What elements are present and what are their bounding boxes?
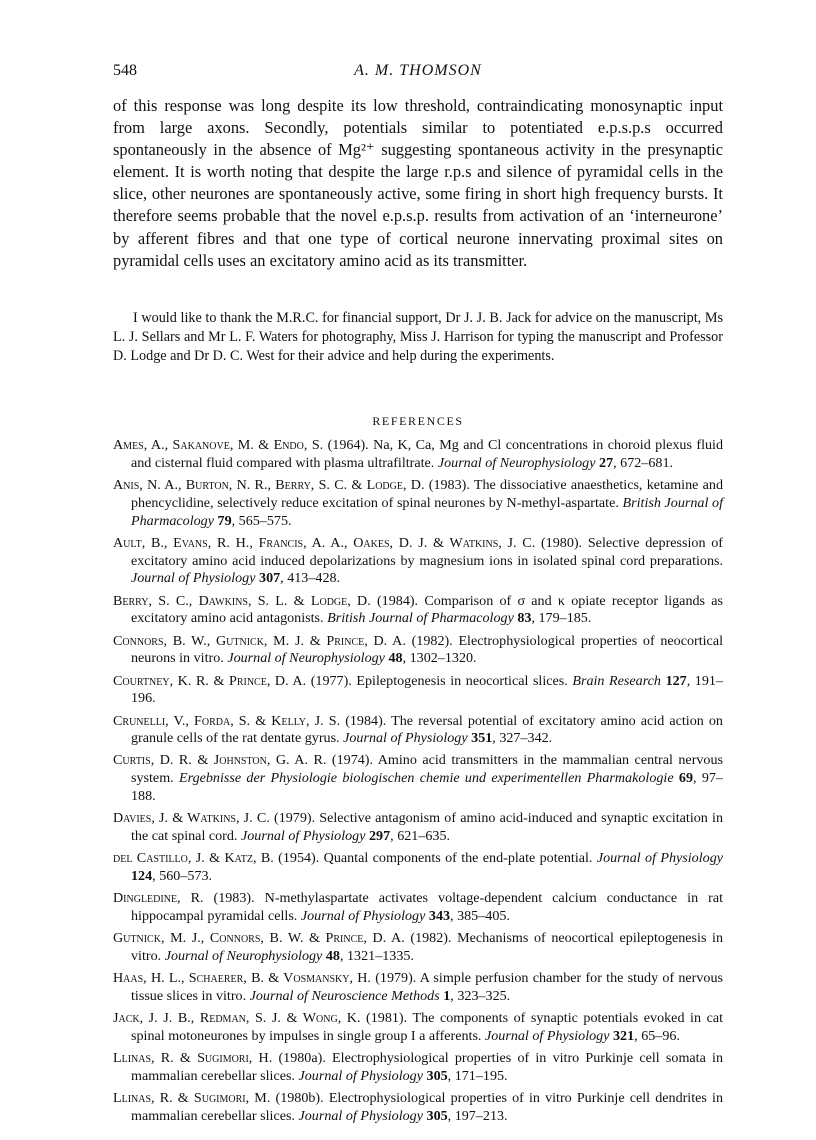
reference-item [113, 713, 723, 749]
reference-title: The reversal potential of excitatory amino acid action on granule cells of the rat dentate gyrus. [131, 712, 723, 747]
reference-year: (1964). [327, 437, 369, 453]
reference-list [113, 437, 723, 1130]
reference-title: Electrophysiological properties of neocortical neurons in vitro. [131, 632, 723, 667]
reference-volume: 321 [613, 1027, 635, 1044]
reference-journal: Journal of Neurophysiology [437, 454, 596, 471]
reference-volume: 1 [443, 988, 451, 1004]
reference-journal: Journal of Physiology [300, 908, 426, 925]
reference-authors: Haas, H. L., Schaerer, B. & Vosmansky, H. [113, 970, 371, 987]
reference-title: Comparison of σ and κ opiate receptor ligands as excitatory amino acid antagonists. [131, 592, 723, 627]
reference-journal: Journal of Neuroscience Methods [249, 988, 440, 1004]
reference-item [113, 535, 723, 588]
reference-volume: 127 [665, 672, 687, 689]
reference-journal: Journal of Physiology [343, 730, 468, 747]
reference-volume: 351 [471, 730, 493, 747]
reference-item [113, 673, 723, 709]
reference-journal: Journal of Physiology [240, 828, 366, 845]
reference-year: (1974). [331, 752, 374, 769]
reference-authors: Connors, B. W., Gutnick, M. J. & Prince, D. A. [113, 632, 406, 649]
reference-authors: Llinas, R. & Sugimori, M. [113, 1090, 271, 1107]
reference-item [113, 1090, 723, 1126]
reference-year: (1982). [410, 930, 452, 947]
reference-item [113, 1050, 723, 1086]
reference-title: The components of synaptic potentials evoked in cat spinal motoneurones by impulses in single group I a afferents. [131, 1010, 723, 1044]
reference-authors: Jack, J. J. B., Redman, S. J. & Wong, K. [113, 1010, 361, 1027]
reference-year: (1981). [366, 1010, 408, 1027]
reference-title: Epileptogenesis in neocortical slices. [356, 672, 568, 689]
reference-item [113, 477, 723, 530]
reference-item [113, 890, 723, 926]
reference-item [113, 593, 723, 629]
reference-pages: , 1302–1320. [402, 650, 477, 667]
reference-authors: Ault, B., Evans, R. H., Francis, A. A., Oakes, D. J. & Watkins, J. C. [113, 534, 536, 551]
reference-authors: Gutnick, M. J., Connors, B. W. & Prince, D. A. [113, 930, 405, 947]
reference-pages: , 565–575. [231, 512, 292, 529]
reference-volume: 79 [217, 512, 232, 529]
reference-item [113, 633, 723, 669]
reference-year: (1980b). [275, 1090, 324, 1107]
reference-authors: Dingledine, R. [113, 890, 204, 907]
reference-journal: British Journal of Pharmacology [131, 494, 723, 529]
reference-pages: , 171–195. [447, 1067, 508, 1084]
reference-year: (1980a). [278, 1050, 326, 1067]
reference-title: Selective antagonism of amino acid-induced and synaptic excitation in the cat spinal cord. [131, 810, 723, 845]
reference-item [113, 930, 723, 966]
reference-item [113, 1010, 723, 1046]
reference-pages: , 621–635. [390, 828, 451, 845]
reference-title: Mechanisms of neocortical epileptogenesis in vitro. [131, 930, 724, 965]
reference-pages: , 672–681. [613, 454, 674, 471]
reference-year: (1984). [376, 592, 419, 609]
reference-year: (1984). [345, 712, 387, 729]
reference-volume: 48 [325, 948, 340, 965]
reference-year: (1982). [411, 632, 453, 649]
page-header [113, 62, 723, 84]
reference-year: (1977). [310, 672, 352, 689]
reference-year: (1983). [428, 476, 470, 493]
body-paragraph: of this response was long despite its low threshold, contraindicating monosynaptic input from large axons. Secondly, potentials similar to potentiated e.p.s.p.s occurred spontaneously in the absence of Mg²⁺ suggesting spontaneous activity in the presynaptic element. It is worth noting that despite the large r.p.s and silence of pyramidal cells in the slice, other neurones are spontaneously active, some firing in short high frequency bursts. It therefore seems probable that the novel e.p.s.p. results from activation of an ‘interneurone’ by afferent fibres and that one type of cortical neurone innervating proximal sites on pyramidal cells uses an excitatory amino acid as its transmitter. [113, 96, 723, 270]
reference-item [113, 970, 723, 1006]
reference-pages: , 327–342. [492, 730, 553, 747]
reference-volume: 69 [678, 770, 693, 787]
reference-journal: Ergebnisse der Physiologie biologischen chemie und experimentellen Pharmakologie [179, 770, 674, 787]
reference-title: Amino acid transmitters in the mammalian central nervous system. [131, 752, 724, 787]
reference-journal: Journal of Physiology [596, 850, 723, 867]
reference-item [113, 437, 723, 473]
reference-item [113, 850, 723, 886]
reference-pages: , 385–405. [450, 908, 510, 925]
reference-journal: Journal of Physiology [484, 1027, 610, 1044]
reference-item [113, 752, 723, 805]
reference-volume: 124 [131, 868, 153, 885]
reference-year: (1979). [375, 970, 417, 987]
reference-pages: , 179–185. [531, 610, 592, 627]
reference-pages: , 97–188. [131, 770, 723, 805]
reference-volume: 305 [426, 1067, 448, 1084]
reference-title: The dissociative anaesthetics, ketamine and phencyclidine, selectively reduce excitation of spinal neurones by N-methyl-aspartate. [131, 476, 723, 511]
reference-pages: , 323–325. [450, 988, 511, 1004]
reference-authors: Courtney, K. R. & Prince, D. A. [113, 672, 307, 689]
reference-title: N-methylaspartate activates voltage-dependent calcium conductance in rat hippocampal pyramidal cells. [131, 890, 723, 925]
reference-journal: Brain Research [572, 672, 661, 689]
reference-volume: 297 [369, 828, 391, 845]
reference-title: Quantal components of the end-plate potential. [323, 850, 593, 867]
reference-pages: , 560–573. [152, 868, 213, 885]
reference-volume: 343 [428, 908, 451, 925]
reference-year: (1983). [213, 890, 255, 907]
reference-volume: 305 [426, 1107, 448, 1124]
reference-authors: Berry, S. C., Dawkins, S. L. & Lodge, D. [113, 592, 371, 609]
reference-pages: , 197–213. [447, 1107, 508, 1124]
reference-journal: Journal of Physiology [298, 1107, 423, 1124]
reference-journal: Journal of Physiology [298, 1067, 423, 1084]
references-heading: REFERENCES [372, 414, 464, 428]
reference-authors: Anis, N. A., Burton, N. R., Berry, S. C. & Lodge, D. [113, 476, 425, 493]
reference-volume: 307 [259, 570, 281, 587]
reference-pages: , 1321–1335. [339, 948, 414, 965]
reference-volume: 83 [517, 610, 532, 627]
reference-journal: Journal of Neurophysiology [227, 650, 385, 667]
reference-pages: , 413–428. [280, 570, 341, 587]
reference-pages: , 191–196. [131, 672, 723, 707]
reference-volume: 27 [599, 454, 614, 471]
reference-authors: Crunelli, V., Forda, S. & Kelly, J. S. [113, 712, 341, 729]
reference-year: (1980). [540, 534, 583, 551]
reference-authors: Llinas, R. & Sugimori, H. [113, 1050, 273, 1067]
reference-title: Electrophysiological properties of in vitro Purkinje cell somata in mammalian cerebellar slices. [131, 1050, 723, 1084]
page-number: 548 [113, 62, 137, 79]
reference-journal: British Journal of Pharmacology [327, 610, 514, 627]
reference-volume: 48 [388, 650, 403, 667]
reference-title: Na, K, Ca, Mg and Cl concentrations in choroid plexus fluid and cisternal fluid compared with plasma ultrafiltrate. [131, 437, 723, 471]
running-head-author: A. M. THOMSON [354, 62, 482, 79]
reference-item [113, 810, 723, 846]
acknowledgement: I would like to thank the M.R.C. for financial support, Dr J. J. B. Jack for advice on the manuscript, Ms L. J. Sellars and Mr L. F. Waters for photography, Miss J. Harrison for typing the manuscript and Professor D. Lodge and Dr D. C. West for their advice and help during the experiments. [113, 310, 723, 365]
reference-authors: Ames, A., Sakanove, M. & Endo, S. [113, 437, 324, 453]
reference-title: Selective depression of excitatory amino acid induced depolarizations by magnesium ions in isolated spinal cord preparations. [131, 534, 723, 569]
reference-title: Electrophysiological properties of in vitro Purkinje cell dendrites in mammalian cerebellar slices. [131, 1090, 723, 1124]
reference-pages: , 65–96. [634, 1027, 680, 1044]
reference-authors: Davies, J. & Watkins, J. C. [113, 810, 270, 827]
reference-journal: Journal of Neurophysiology [164, 948, 323, 965]
reference-authors: del Castillo, J. & Katz, B. [113, 850, 274, 867]
reference-year: (1954). [278, 850, 320, 867]
reference-title: A simple perfusion chamber for the study of nervous tissue slices in vitro. [131, 970, 723, 1004]
reference-journal: Journal of Physiology [131, 570, 256, 587]
reference-year: (1979). [274, 810, 316, 827]
reference-authors: Curtis, D. R. & Johnston, G. A. R. [113, 752, 327, 769]
